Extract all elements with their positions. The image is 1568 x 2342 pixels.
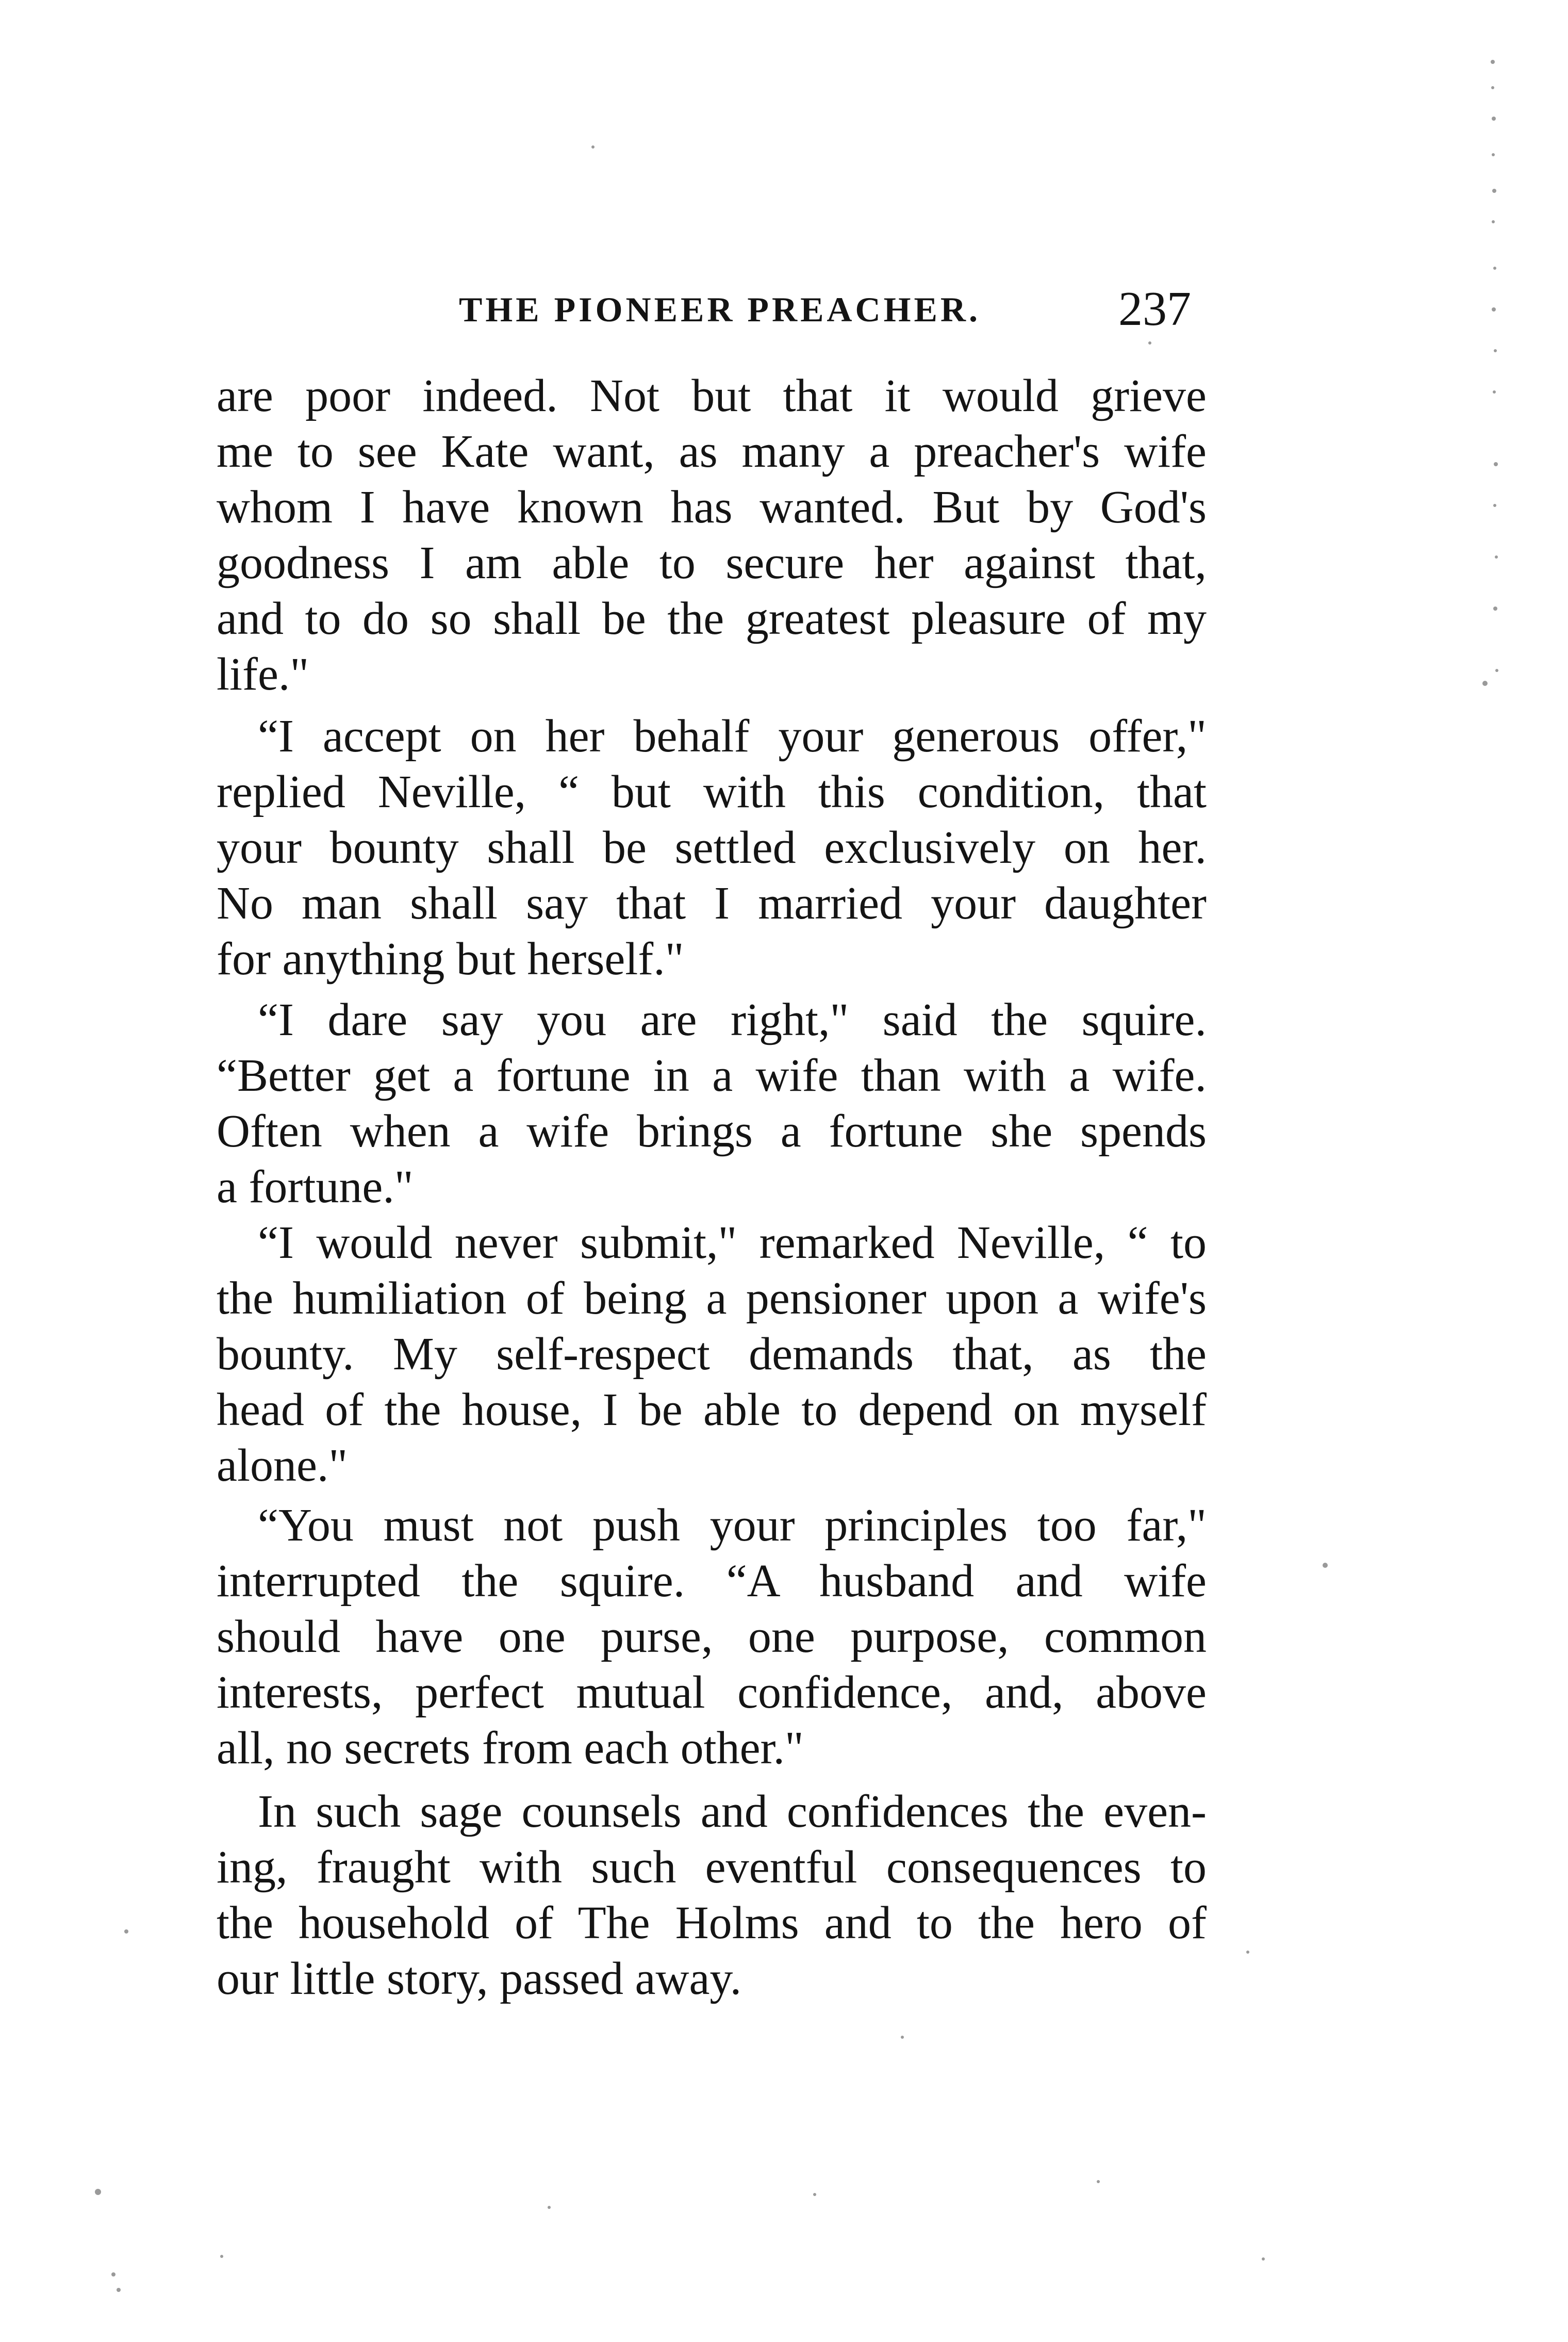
text-line: are poor indeed. Not but that it would grieve [217, 370, 1207, 421]
text-line: all, no secrets from each other." [217, 1723, 804, 1774]
text-line: and to do so shall be the greatest pleasure of my [217, 593, 1207, 644]
text-line: ing, fraught with such eventful consequences to [217, 1842, 1207, 1893]
text-line: goodness I am able to secure her against that, [217, 537, 1207, 588]
text-line: “Better get a fortune in a wife than with a wife. [217, 1050, 1207, 1101]
text-line: me to see Kate want, as many a preacher's wife [217, 426, 1207, 477]
text-line: your bounty shall be settled exclusively on her. [217, 822, 1207, 873]
text-line: “I would never submit," remarked Neville, “ to [258, 1217, 1207, 1268]
text-line: “I accept on her behalf your generous offer," [258, 711, 1207, 762]
text-line: the humiliation of being a pensioner upon a wife's [217, 1273, 1207, 1324]
text-line: for anything but herself." [217, 933, 684, 985]
text-line: interests, perfect mutual confidence, and, above [217, 1667, 1207, 1718]
text-line: the household of The Holms and to the hero of [217, 1897, 1207, 1948]
text-line: “I dare say you are right," said the squire. [258, 994, 1207, 1045]
text-line: “You must not push your principles too far," [258, 1500, 1207, 1551]
text-line: In such sage counsels and confidences the even- [258, 1786, 1207, 1837]
text-line: should have one purse, one purpose, common [217, 1611, 1207, 1662]
text-line: whom I have known has wanted. But by God's [217, 482, 1207, 533]
text-line: Often when a wife brings a fortune she spends [217, 1106, 1207, 1157]
text-line: No man shall say that I married your daughter [217, 878, 1207, 929]
text-line: alone." [217, 1440, 348, 1491]
text-line: replied Neville, “ but with this condition, that [217, 766, 1207, 817]
running-title: THE PIONEER PREACHER. [459, 290, 981, 329]
text-line: interrupted the squire. “A husband and wife [217, 1555, 1207, 1607]
text-line: bounty. My self-respect demands that, as the [217, 1329, 1207, 1380]
text-line: a fortune." [217, 1161, 414, 1213]
text-line: head of the house, I be able to depend on myself [217, 1384, 1207, 1435]
text-line: our little story, passed away. [217, 1953, 742, 2004]
page-number: 237 [1118, 282, 1191, 336]
text-line: life." [217, 649, 309, 700]
